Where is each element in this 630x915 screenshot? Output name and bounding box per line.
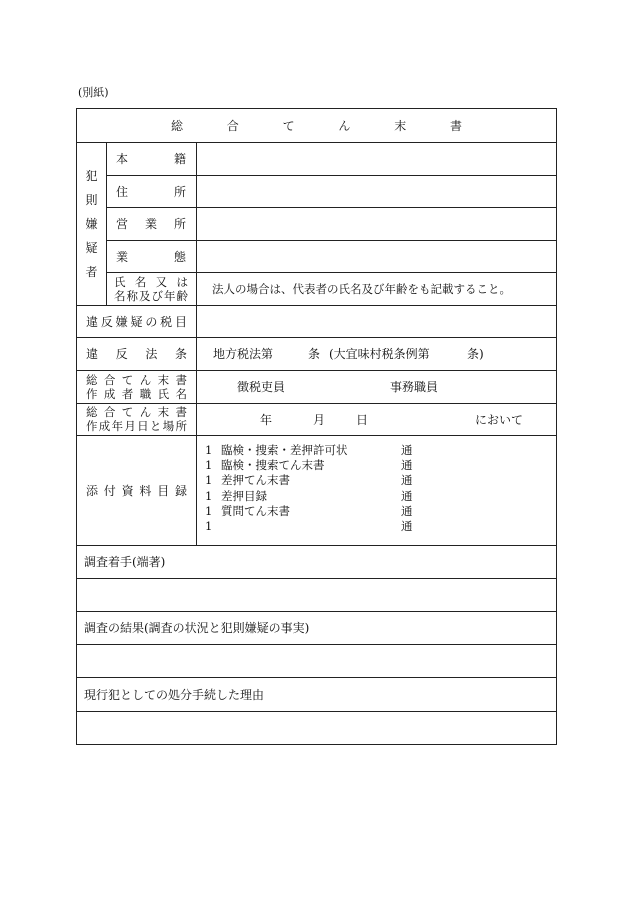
violated-law-field[interactable] xyxy=(196,337,556,370)
list-item: 1 臨検・捜索てん末書 通 xyxy=(205,458,413,473)
suspect-group-label: 犯 則 嫌 疑 者 xyxy=(85,168,98,279)
date-place-suffix: において xyxy=(475,412,524,427)
name-age-label: 氏名又は 名称及び年齢 xyxy=(114,274,188,303)
law-part2: 条 xyxy=(308,347,321,361)
author-clerk: 事務職員 xyxy=(390,380,439,394)
author-tax-officer: 徴税吏員 xyxy=(237,380,286,394)
law-part3: (大宜味村税条例第 xyxy=(329,347,430,361)
date-place-field[interactable] xyxy=(196,403,556,435)
date-day: 日 xyxy=(356,412,369,427)
name-age-field[interactable]: 法人の場合は、代表者の氏名及び年齢をも記載すること。 xyxy=(212,281,511,296)
violated-law-label: 違 反 法 条 xyxy=(86,347,187,361)
law-part4: 条) xyxy=(467,347,484,361)
business-type-field[interactable] xyxy=(196,240,556,272)
list-item: 1 臨検・捜索・差押許可状 通 xyxy=(205,443,413,457)
business-type-label: 業 態 xyxy=(116,249,186,264)
investigation-result-label: 調査の結果(調査の状況と犯則嫌疑の事実) xyxy=(84,621,310,635)
law-part1: 地方税法第 xyxy=(213,347,274,361)
attachment-label: (別紙) xyxy=(78,86,109,99)
investigation-result-field[interactable] xyxy=(77,644,556,677)
attachments-label: 添 付 資 料 目 録 xyxy=(86,483,187,498)
disposition-reason-label: 現行犯としての処分手続した理由 xyxy=(84,687,265,702)
list-item: 1 通 xyxy=(205,519,413,534)
author-label: 総合てん末書 作成者職氏名 xyxy=(86,372,187,401)
list-item: 1 質問てん末書 通 xyxy=(205,503,413,518)
date-place-label: 総合てん末書 作成年月日と場所 xyxy=(86,405,187,433)
investigation-start-label: 調査着手(端著) xyxy=(84,555,166,569)
tax-item-label: 違反嫌疑の税目 xyxy=(86,314,187,329)
domicile-field[interactable] xyxy=(196,142,556,175)
form-title: 総 合 て ん 末 書 xyxy=(170,119,483,133)
author-field[interactable] xyxy=(196,370,556,403)
summary-report-form xyxy=(76,108,557,745)
attachments-list xyxy=(196,435,556,545)
domicile-label: 本 籍 xyxy=(116,152,186,166)
office-label: 営 業 所 xyxy=(116,217,186,231)
list-item: 1 差押てん末書 通 xyxy=(205,473,413,488)
tax-item-field[interactable] xyxy=(196,305,556,337)
date-month: 月 xyxy=(313,412,326,427)
date-year: 年 xyxy=(260,412,273,427)
office-field[interactable] xyxy=(196,207,556,240)
investigation-start-field[interactable] xyxy=(77,578,556,611)
address-label: 住 所 xyxy=(116,184,186,199)
disposition-reason-field[interactable] xyxy=(77,711,556,744)
address-field[interactable] xyxy=(196,175,556,207)
list-item: 1 差押目録 通 xyxy=(205,488,413,503)
